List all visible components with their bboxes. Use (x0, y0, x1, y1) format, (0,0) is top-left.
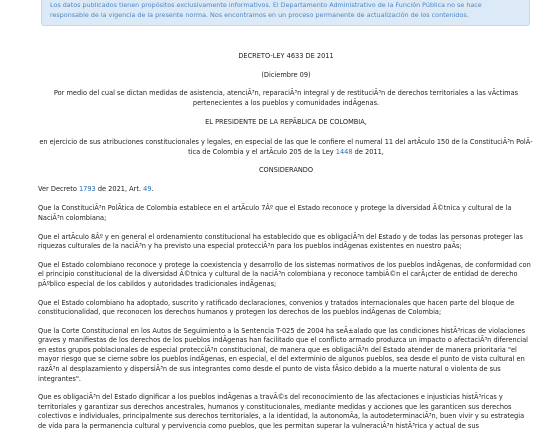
document-authority (38, 138, 534, 157)
considerando-paragraph-3: Que el Estado colombiano reconoce y protege la coexistencia y desarrollo de los sistemas normativos de los pueblos indÃgenas, de conformidad con el principio constitucional de la diversidad Ã©tnica y cultural de la naciÃ³n colombiana y reconoce tambiÃ©n el carÃ¡cter de entidad de derecho pÃºblico especial de los cabildos y autoridades tradicionales indÃgenas; (38, 260, 531, 288)
document-body (38, 52, 534, 432)
considerando-paragraph-5: Que la Corte Constitucional en los Autos de Seguimiento a la Sentencia T-025 de 2004 ha seÃ±alado que las condiciones histÃ³ricas de violaciones graves y manifiestas de los derechos de los pueblos indÃgenas han facilitado que el conflicto armado produzca un impacto o afectaciÃ³n diferencial en estos grupos poblacionales de especial protecciÃ³n constitucional, de manera que es obligaciÃ³n del Estado atender de manera prioritaria "el mayor riesgo que se cierne sobre los pueblos indÃgenas, en especial, el del exterminio de algunos pueblos, sea desde el punto de vista cultural en razÃ³n al desplazamiento y dispersiÃ³n de sus integrantes como desde el punto de vista fÃsico debido a la muerte natural o violenta de sus integrantes". (38, 326, 528, 383)
disclaimer-notice (41, 0, 530, 26)
disclaimer-text: Los datos publicados tienen propósitos exclusivamente informativos. El Departamento Administrativo de la Función Pública no se hace responsable de la vigencia de la presente norma. Nos encontramos en un proceso permanente de actualización de los contenidos. (50, 1, 482, 19)
document-date: (Diciembre 09) (261, 70, 311, 79)
document-title: DECRETO-LEY 4633 DE 2011 (238, 52, 334, 60)
document-summary: Por medio del cual se dictan medidas de asistencia, atenciÃ³n, reparaciÃ³n integral y de restituciÃ³n de derechos territoriales a las vÃctimas pertenecientes a los pueblos y comunidades indÃgenas. (53, 89, 519, 107)
considerando-paragraph-4: Que el Estado colombiano ha adoptado, suscrito y ratificado declaraciones, convenios y tratados internacionales que hacen parte del bloque de constitucionalidad, que reconocen los derechos humanos y protegen los derechos de los pueblos indÃgenas de Colombia; (38, 298, 515, 317)
see-also-mid: de 2021, Art. (95, 184, 144, 193)
see-also-post: . (151, 184, 154, 193)
see-also-pre: Ver Decreto (38, 184, 79, 193)
article-49-link[interactable]: 49 (143, 184, 152, 193)
considering-heading: CONSIDERANDO (258, 166, 314, 175)
considerando-paragraph-2: Que el artÃculo 8Âº y en general el ordenamiento constitucional ha establecido que es obligaciÃ³n del Estado y de todas las personas proteger las riquezas culturales de la naciÃ³n y ha previsto una especial protecciÃ³n para los pueblos indÃgenas existentes en nuestro paÃs; (38, 232, 523, 251)
authority-text-post: de 2011, (352, 147, 384, 156)
considerando-paragraph-6: Que es obligaciÃ³n del Estado dignificar a los pueblos indÃgenas a travÃ©s del reconocimiento de las afectaciones e injusticias histÃ³ricas y territoriales y garantizar sus derechos ancestrales, humanos y constitucionales, mediante medidas y acciones que les garanticen sus derechos colectivos e individuales, principalmente sus derechos territoriales, a la identidad, la autonomÃa, la autodeterminaciÃ³n, buen vivir y su estrategia de vida para la permanencia cultural y pervivencia como pueblos, que les permitan superar la vulneraciÃ³n histÃ³rica y actual de sus (38, 393, 525, 431)
see-also-note (38, 185, 534, 195)
authority-text-pre: en ejercicio de sus atribuciones constitucionales y legales, en especial de las que le confiere el numeral 11 del artÃculo 150 de la ConstituciÃ³n PolÃtica de Colombia y el artÃculo 205 de la Ley (39, 137, 533, 156)
decree-1793-link[interactable]: 1793 (78, 184, 96, 193)
considerando-paragraph-1: Que la ConstituciÃ³n PolÃtica de Colombia establece en el artÃculo 7Âº que el Estado reconoce y protege la diversidad Ã©tnica y cultural de la NaciÃ³n colombiana; (38, 204, 512, 222)
document-issuer: EL PRESIDENTE DE LA REPÃBLICA DE COLOMBIA, (205, 118, 367, 127)
law-1448-link[interactable]: 1448 (335, 147, 353, 156)
